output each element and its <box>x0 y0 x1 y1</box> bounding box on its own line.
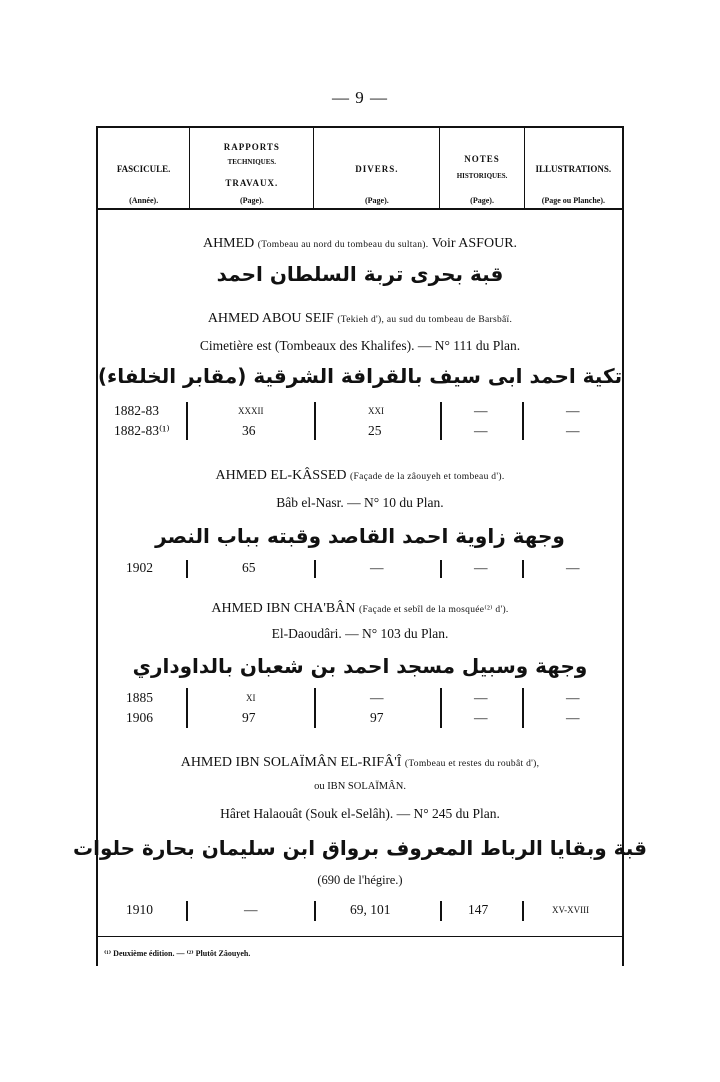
notes-cell: — <box>474 403 488 418</box>
illustrations-cell: — <box>566 423 580 438</box>
divers-cell: — <box>370 560 384 575</box>
arabic-title: تكية احمد ابى سيف بالقرافة الشرقية (مقابر الخلفاء) <box>97 364 623 388</box>
monument-desc: (Tombeau au nord du tombeau du sultan). <box>257 240 429 250</box>
divers-cell: 69, 101 <box>350 902 391 917</box>
year-cell: 1882-83⁽¹⁾ <box>114 423 170 438</box>
col-illustrations-label: ILLUSTRATIONS. <box>535 164 612 174</box>
column-rule <box>186 560 188 578</box>
table-row <box>0 560 720 578</box>
table-row <box>0 403 720 421</box>
table-row <box>0 902 720 920</box>
rapports-cell: 65 <box>242 560 256 575</box>
entry-title <box>0 601 720 617</box>
rapports-cell: 36 <box>242 423 256 438</box>
location-line: El-Daoudâri. — N° 103 du Plan. <box>271 626 449 641</box>
arabic-title: قبة وبقايا الرباط المعروف برواق ابن سليمان بحارة حلوات <box>72 836 647 860</box>
entry-title <box>0 755 720 771</box>
cross-reference: Voir ASFOUR. <box>431 236 518 251</box>
location-line: Hâret Halaouât (Souk el-Selâh). — N° 245 du Plan. <box>220 806 500 821</box>
col-rapports-label-3: TRAVAUX. <box>225 178 279 188</box>
col-notes-sub: (Page). <box>470 196 494 205</box>
location-line: Cimetière est (Tombeaux des Khalifes). — N° 111 du Plan. <box>199 338 521 353</box>
monument-desc: (Façade et sebîl de la mosquée⁽²⁾ d'). <box>358 605 509 615</box>
column-rule <box>440 402 442 440</box>
column-rule <box>314 402 316 440</box>
col-divers <box>314 128 440 208</box>
column-rule <box>440 688 442 728</box>
monument-name: AHMED ABOU SEIF <box>207 311 334 326</box>
location-line: Bâb el-Nasr. — N° 10 du Plan. <box>276 495 444 510</box>
monument-name: AHMED EL-KÂSSED <box>215 468 347 483</box>
year-cell: 1882-83 <box>114 403 159 418</box>
column-rule <box>186 402 188 440</box>
monument-name: AHMED <box>202 236 255 251</box>
entry-title <box>0 311 720 327</box>
divers-cell: 97 <box>370 710 384 725</box>
year-cell: 1902 <box>126 560 153 575</box>
col-illustrations <box>525 128 622 208</box>
notes-cell: — <box>474 710 488 725</box>
column-rule <box>314 560 316 578</box>
column-rule <box>314 901 316 921</box>
illustrations-cell: — <box>566 690 580 705</box>
monument-desc: (Tombeau et restes du roubât d'), <box>404 759 540 769</box>
col-divers-sub: (Page). <box>364 196 389 205</box>
illustrations-cell: XV-XVIII <box>552 905 590 915</box>
rapports-cell: XXXII <box>238 406 264 416</box>
col-fascicule-label: FASCICULE. <box>116 164 171 174</box>
monument-desc: (Façade de la zâouyeh et tombeau d'). <box>350 472 505 482</box>
rapports-cell: — <box>244 902 258 917</box>
notes-cell: — <box>474 690 488 705</box>
illustrations-cell: — <box>566 560 580 575</box>
alternate-name: ou IBN SOLAÏMÂN. <box>314 781 406 792</box>
year-cell: 1885 <box>126 690 153 705</box>
table-row <box>0 423 720 441</box>
monument-name: AHMED IBN SOLAÏMÂN EL-RIFÂ'Î <box>180 755 402 770</box>
col-notes-label-2: HISTORIQUES. <box>456 172 508 180</box>
divers-cell: 25 <box>368 423 382 438</box>
arabic-title: قبة بحرى تربة السلطان احمد <box>216 262 504 286</box>
column-rule <box>186 688 188 728</box>
col-fascicule-sub: (Année). <box>129 196 159 205</box>
col-notes-label-1: NOTES <box>464 154 500 164</box>
col-notes <box>440 128 524 208</box>
footnote-rule <box>96 936 622 937</box>
notes-cell: 147 <box>468 902 489 917</box>
column-rule <box>440 901 442 921</box>
rapports-cell: 97 <box>242 710 256 725</box>
col-rapports-sub: (Page). <box>239 196 264 205</box>
col-rapports <box>190 128 314 208</box>
year-cell: 1906 <box>126 710 153 725</box>
col-rapports-label-2: TECHNIQUES. <box>227 158 277 166</box>
column-rule <box>440 560 442 578</box>
col-illustrations-sub: (Page ou Planche). <box>541 196 606 205</box>
page-number: — 9 — <box>332 88 388 107</box>
column-rule <box>522 901 524 921</box>
column-rule <box>522 402 524 440</box>
notes-cell: — <box>474 423 488 438</box>
hegira-date: (690 de l'hégire.) <box>317 873 403 887</box>
column-rule <box>314 688 316 728</box>
col-rapports-label-1: RAPPORTS <box>223 142 280 152</box>
table-header <box>98 128 622 210</box>
illustrations-cell: — <box>566 710 580 725</box>
table-row <box>0 710 720 728</box>
divers-cell: XXI <box>368 406 384 416</box>
notes-cell: — <box>474 560 488 575</box>
rapports-cell: XI <box>246 693 256 703</box>
col-fascicule <box>98 128 190 208</box>
monument-name: AHMED IBN CHA'BÂN <box>211 601 356 616</box>
column-rule <box>522 688 524 728</box>
entry-title <box>0 468 720 484</box>
entry-title <box>0 236 720 252</box>
divers-cell: — <box>370 690 384 705</box>
illustrations-cell: — <box>566 403 580 418</box>
monument-desc: (Tekieh d'), au sud du tombeau de Barsbâï. <box>337 315 513 325</box>
column-rule <box>522 560 524 578</box>
col-divers-label: DIVERS. <box>355 164 399 174</box>
arabic-title: وجهة وسبيل مسجد احمد بن شعبان بالداوداري <box>132 654 588 678</box>
table-row <box>0 690 720 708</box>
footnote: ⁽¹⁾ Deuxième édition. — ⁽²⁾ Plutôt Zâouyeh. <box>104 949 251 958</box>
column-rule <box>186 901 188 921</box>
year-cell: 1910 <box>126 902 153 917</box>
arabic-title: وجهة زاوية احمد القاصد وقبته بباب النصر <box>155 524 565 548</box>
